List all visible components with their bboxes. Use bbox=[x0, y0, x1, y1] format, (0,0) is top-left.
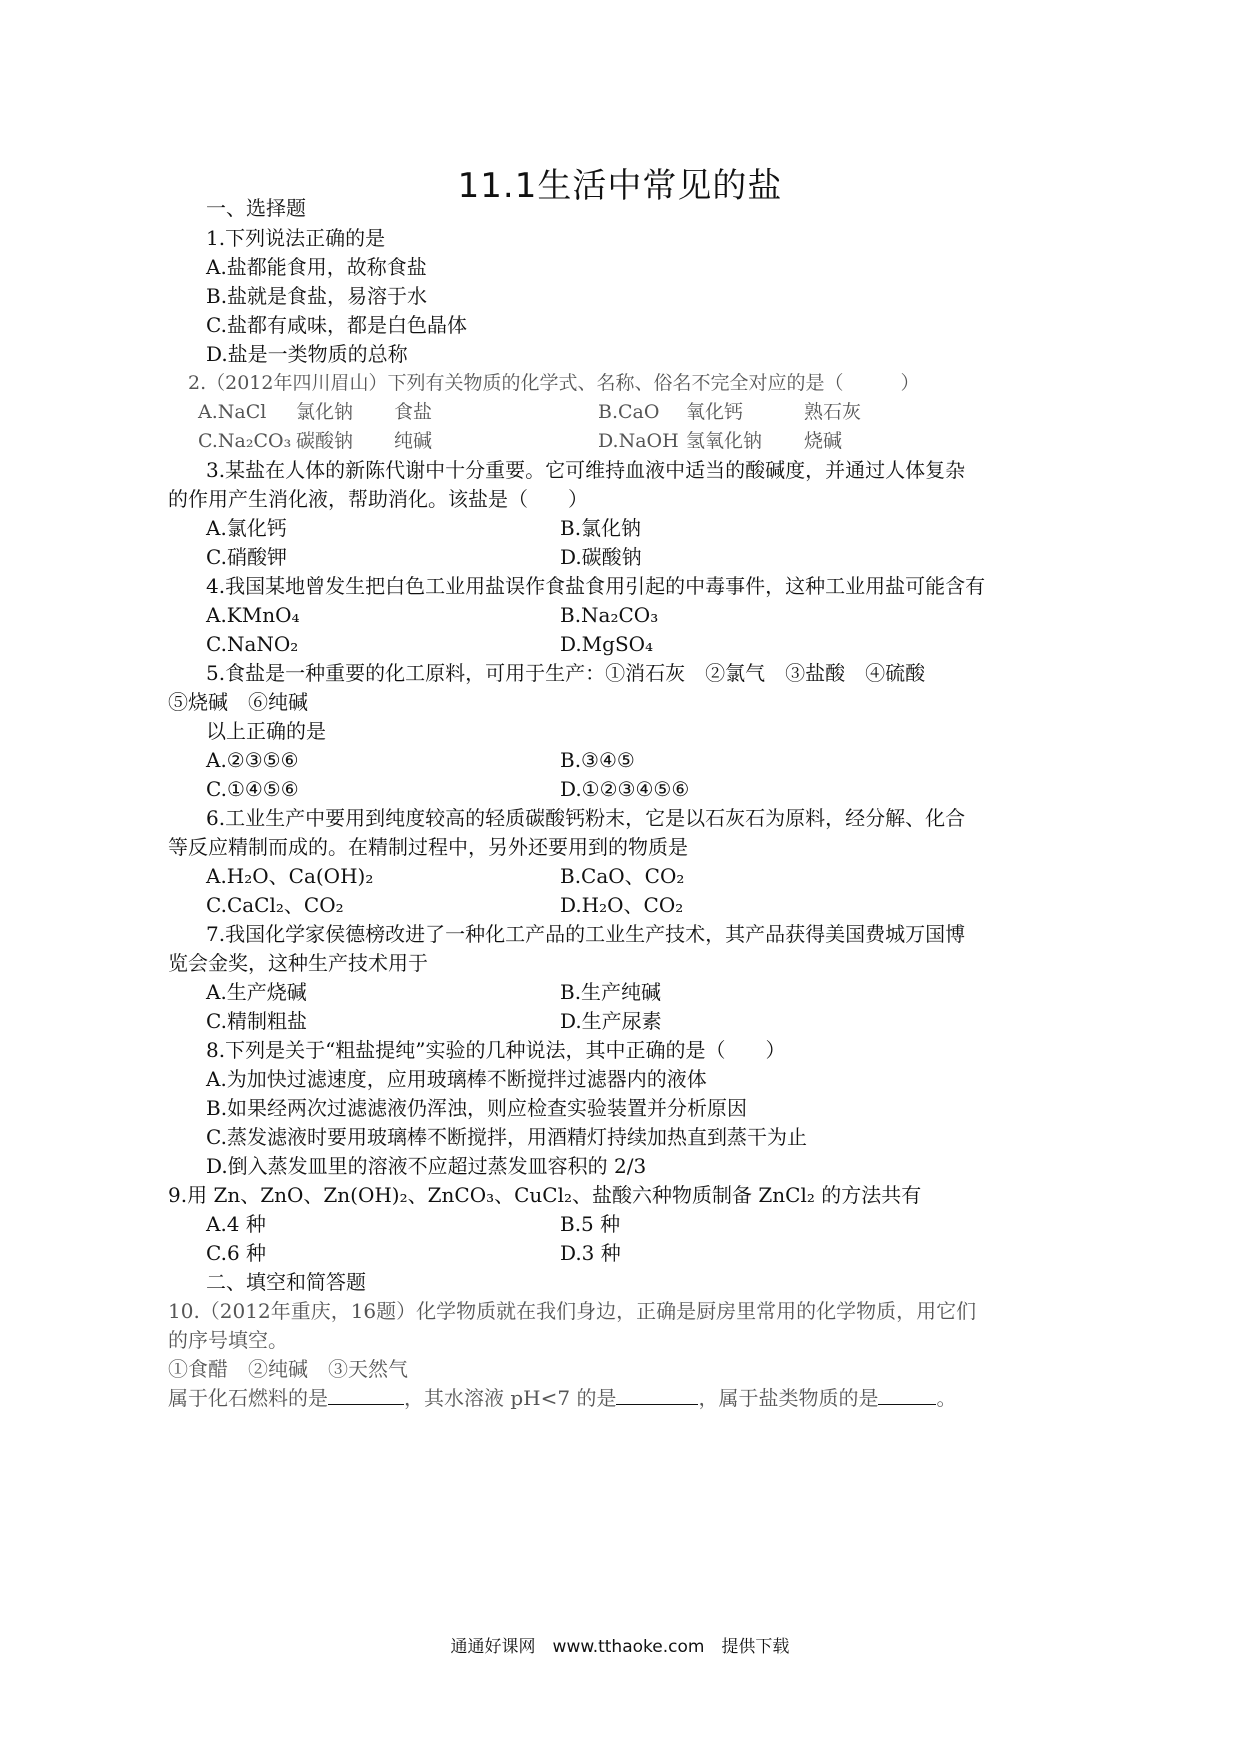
q10-fill-label-c: ，属于盐类物质的是 bbox=[698, 1386, 879, 1410]
q10-fill-line bbox=[168, 1384, 956, 1412]
q5-stem-line2: ⑤烧碱 ⑥纯碱 bbox=[168, 690, 308, 714]
q10-stem-line1: 10.（2012年重庆，16题）化学物质就在我们身边，正确是厨房里常用的化学物质，用它们 bbox=[168, 1299, 977, 1323]
q8-stem: 8.下列是关于“粗盐提纯”实验的几种说法，其中正确的是（ ） bbox=[206, 1038, 786, 1062]
q7-stem-line2: 览会金奖，这种生产技术用于 bbox=[168, 951, 428, 975]
q6-stem-line1: 6.工业生产中要用到纯度较高的轻质碳酸钙粉末，它是以石灰石为原料，经分解、化合 bbox=[206, 806, 966, 830]
q9-option-a: A.4 种 bbox=[206, 1212, 266, 1236]
q1-option-d: D.盐是一类物质的总称 bbox=[206, 342, 408, 366]
q9-option-d: D.3 种 bbox=[560, 1241, 621, 1265]
q5-option-b: B.③④⑤ bbox=[560, 748, 635, 772]
q4-option-a: A.KMnO₄ bbox=[206, 603, 300, 627]
q6-stem-line2: 等反应精制而成的。在精制过程中，另外还要用到的物质是 bbox=[168, 835, 688, 859]
q6-option-c: C.CaCl₂、CO₂ bbox=[206, 893, 344, 917]
q4-stem: 4.我国某地曾发生把白色工业用盐误作食盐食用引起的中毒事件，这种工业用盐可能含有 bbox=[206, 574, 986, 598]
answer-blank-a[interactable] bbox=[328, 1384, 404, 1405]
q10-fill-end: 。 bbox=[936, 1386, 957, 1410]
q7-option-a: A.生产烧碱 bbox=[206, 980, 307, 1004]
q1-option-b: B.盐就是食盐，易溶于水 bbox=[206, 284, 428, 308]
q10-fill-label-a: 属于化石燃料的是 bbox=[168, 1386, 328, 1410]
q8-option-d: D.倒入蒸发皿里的溶液不应超过蒸发皿容积的 2/3 bbox=[206, 1154, 647, 1178]
q7-option-d: D.生产尿素 bbox=[560, 1009, 662, 1033]
q4-option-c: C.NaNO₂ bbox=[206, 632, 299, 656]
q6-option-d: D.H₂O、CO₂ bbox=[560, 893, 684, 917]
q2-cell: D.NaOH bbox=[598, 430, 679, 452]
q3-option-d: D.碳酸钠 bbox=[560, 545, 642, 569]
page-footer: 通通好课网 www.tthaoke.com 提供下载 bbox=[450, 1637, 790, 1657]
q9-stem: 9.用 Zn、ZnO、Zn(OH)₂、ZnCO₃、CuCl₂、盐酸六种物质制备 ZnCl₂ 的方法共有 bbox=[168, 1183, 922, 1207]
q9-option-b: B.5 种 bbox=[560, 1212, 621, 1236]
q2-row-2 bbox=[198, 427, 898, 455]
q5-stem-line1: 5.食盐是一种重要的化工原料，可用于生产：①消石灰 ②氯气 ③盐酸 ④硫酸 bbox=[206, 661, 926, 685]
section-heading-choice: 一、选择题 bbox=[206, 196, 306, 220]
q6-option-b: B.CaO、CO₂ bbox=[560, 864, 685, 888]
q3-stem-line2: 的作用产生消化液，帮助消化。该盐是（ ） bbox=[168, 487, 588, 511]
q1-option-a: A.盐都能食用，故称食盐 bbox=[206, 255, 427, 279]
answer-blank-c[interactable] bbox=[878, 1384, 936, 1405]
q5-option-a: A.②③⑤⑥ bbox=[206, 748, 299, 772]
q8-option-a: A.为加快过滤速度，应用玻璃棒不断搅拌过滤器内的液体 bbox=[206, 1067, 707, 1091]
q7-stem-line1: 7.我国化学家侯德榜改进了一种化工产品的工业生产技术，其产品获得美国费城万国博 bbox=[206, 922, 966, 946]
q7-option-b: B.生产纯碱 bbox=[560, 980, 662, 1004]
q3-option-b: B.氯化钠 bbox=[560, 516, 642, 540]
q7-option-c: C.精制粗盐 bbox=[206, 1009, 307, 1033]
section-heading-fill: 二、填空和简答题 bbox=[206, 1270, 366, 1294]
q3-option-c: C.硝酸钾 bbox=[206, 545, 287, 569]
q5-stem-line3: 以上正确的是 bbox=[206, 719, 326, 743]
q1-option-c: C.盐都有咸味，都是白色晶体 bbox=[206, 313, 467, 337]
q2-cell: B.CaO bbox=[598, 401, 660, 423]
q3-stem-line1: 3.某盐在人体的新陈代谢中十分重要。它可维持血液中适当的酸碱度，并通过人体复杂 bbox=[206, 458, 966, 482]
page-title: 11.1生活中常见的盐 bbox=[457, 166, 783, 206]
q2-cell: A.NaCl bbox=[198, 401, 267, 423]
q2-stem: 2.（2012年四川眉山）下列有关物质的化学式、名称、俗名不完全对应的是（ ） bbox=[188, 372, 920, 394]
q10-stem-line2: 的序号填空。 bbox=[168, 1328, 288, 1352]
q2-cell: 氯化钠 bbox=[296, 401, 354, 423]
q10-options: ①食醋 ②纯碱 ③天然气 bbox=[168, 1357, 408, 1381]
q3-option-a: A.氯化钙 bbox=[206, 516, 287, 540]
q1-stem: 1.下列说法正确的是 bbox=[206, 226, 386, 250]
q8-option-c: C.蒸发滤液时要用玻璃棒不断搅拌，用酒精灯持续加热直到蒸干为止 bbox=[206, 1125, 807, 1149]
q5-option-c: C.①④⑤⑥ bbox=[206, 777, 299, 801]
q8-option-b: B.如果经两次过滤滤液仍浑浊，则应检查实验装置并分析原因 bbox=[206, 1096, 748, 1120]
q2-cell: 纯碱 bbox=[394, 430, 433, 452]
q2-cell: 食盐 bbox=[394, 401, 433, 423]
q10-fill-label-b: ，其水溶液 pH<7 的是 bbox=[404, 1386, 617, 1410]
q4-option-b: B.Na₂CO₃ bbox=[560, 603, 659, 627]
q2-cell: 氧化钙 bbox=[686, 401, 744, 423]
q6-option-a: A.H₂O、Ca(OH)₂ bbox=[206, 864, 374, 888]
q2-cell: C.Na₂CO₃ bbox=[198, 430, 292, 452]
q5-option-d: D.①②③④⑤⑥ bbox=[560, 777, 690, 801]
q2-cell: 碳酸钠 bbox=[296, 430, 354, 452]
answer-blank-b[interactable] bbox=[616, 1384, 698, 1405]
q2-cell: 烧碱 bbox=[804, 430, 843, 452]
q4-option-d: D.MgSO₄ bbox=[560, 632, 654, 656]
q9-option-c: C.6 种 bbox=[206, 1241, 267, 1265]
q2-cell: 熟石灰 bbox=[804, 401, 862, 423]
q2-cell: 氢氧化钠 bbox=[686, 430, 763, 452]
q2-row-1 bbox=[198, 398, 898, 426]
